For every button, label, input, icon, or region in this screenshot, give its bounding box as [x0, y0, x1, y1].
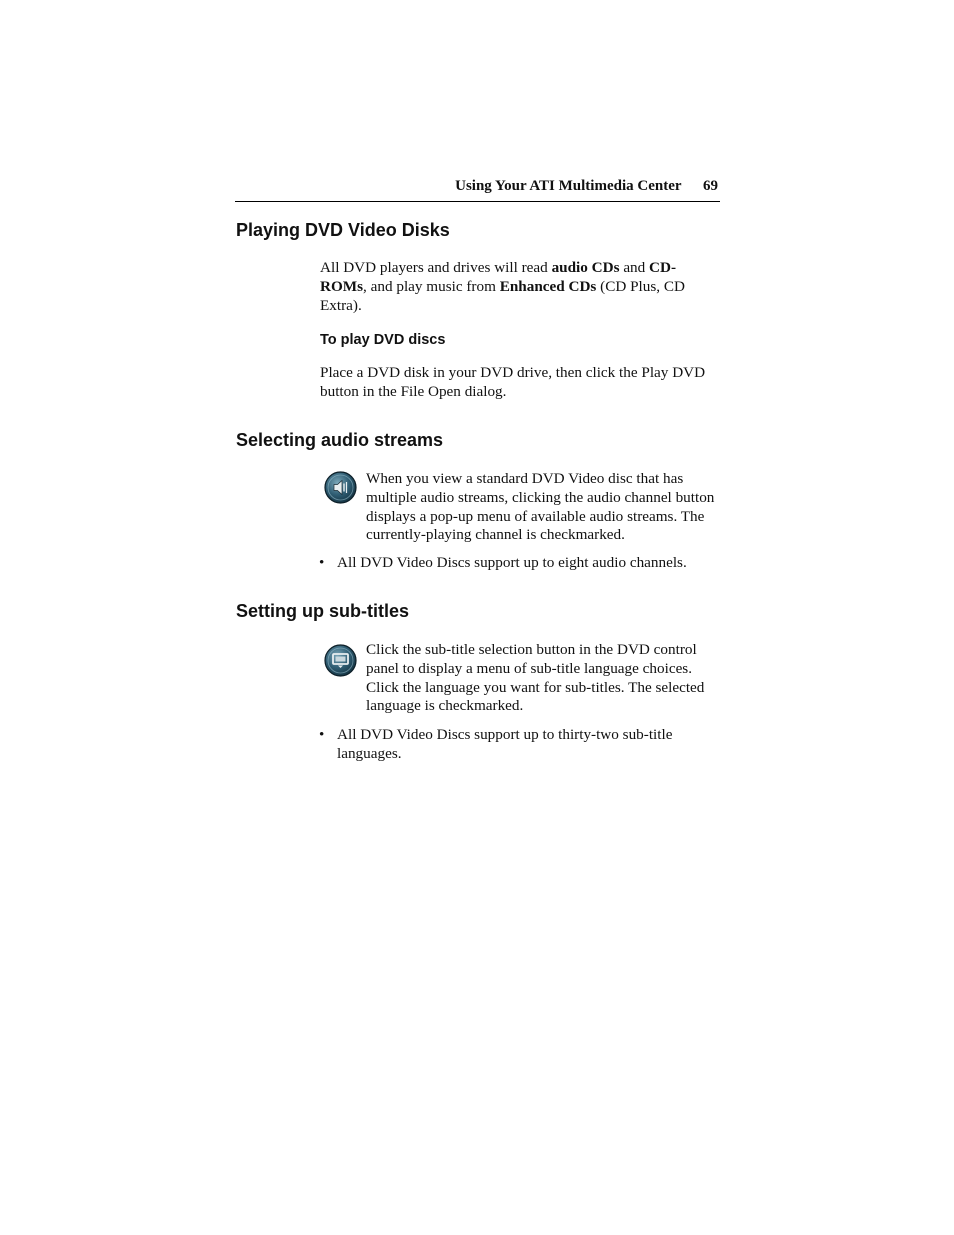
intro-text-2: and — [619, 259, 650, 276]
section-heading-dvd: Playing DVD Video Disks — [236, 220, 450, 240]
audio-bullet-item — [319, 554, 719, 573]
intro-text-1: All DVD players and drives will read — [320, 259, 552, 276]
procedure-heading: To play DVD discs — [320, 332, 446, 348]
intro-bold-cd-roms: CD-ROMs — [320, 259, 677, 295]
audio-description: When you view a standard DVD Video disc that has multiple audio streams, clicking the audio channel button displays a pop-up menu of available audio streams. The currently-playing channel is checkmarked. — [366, 470, 715, 544]
intro-text-3: , and play music from — [363, 277, 500, 295]
subtitles-bullet-item — [319, 726, 699, 764]
running-header — [235, 178, 720, 202]
page-number: 69 — [703, 178, 718, 194]
section-heading-subtitles: Setting up sub-titles — [236, 601, 409, 621]
bullet-symbol: • — [319, 726, 325, 743]
section-heading-audio: Selecting audio streams — [236, 430, 444, 450]
bullet-symbol: • — [319, 554, 325, 571]
subtitle-icon — [324, 644, 357, 677]
intro-bold-enhanced-cds: Enhanced CDs — [499, 277, 597, 295]
header-title: Using Your ATI Multimedia Center — [455, 178, 682, 194]
subtitles-bullet-text: All DVD Video Discs support up to thirty-two sub-title languages. — [337, 726, 673, 762]
procedure-text: Place a DVD disk in your DVD drive, then click the Play DVD button in the File Open dialog. — [320, 364, 706, 400]
intro-bold-audio-cds: audio CDs — [551, 259, 620, 276]
intro-text-4: (CD Plus, CD Extra). — [320, 277, 685, 314]
subtitles-description: Click the sub-title selection button in the DVD control panel to display a menu of sub-title language choices. Click the language you want for sub-titles. The selected language is checkmarked. — [366, 641, 705, 715]
audio-bullet-text: All DVD Video Discs support up to eight audio channels. — [337, 554, 687, 571]
audio-channel-icon — [324, 471, 357, 504]
dvd-intro-paragraph — [320, 259, 720, 315]
